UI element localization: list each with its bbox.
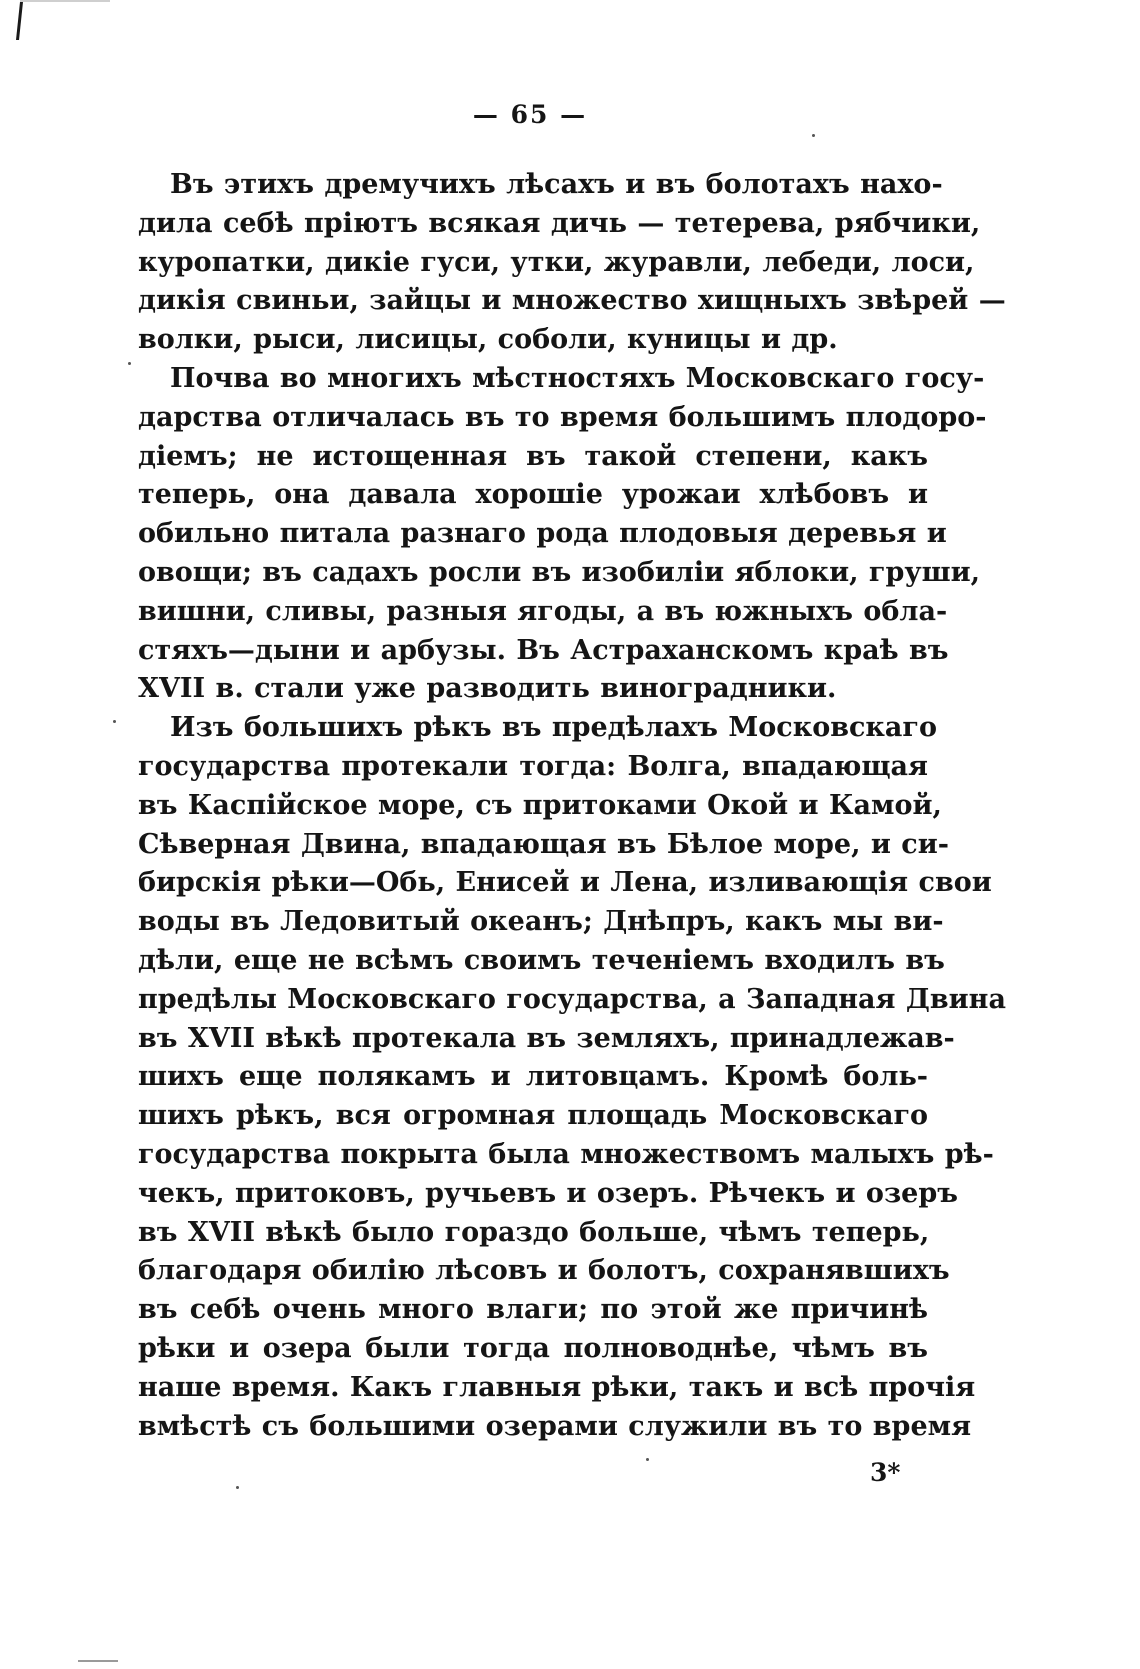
text-line: благодаря обилію лѣсовъ и болотъ, сохранявшихъ xyxy=(138,1255,950,1287)
text-line: стяхъ—дыни и арбузы. Въ Астраханскомъ краѣ въ xyxy=(138,634,949,666)
text-line: овощи; въ садахъ росли въ изобиліи яблоки, груши, xyxy=(138,556,981,588)
text-line: рѣки и озера были тогда полноводнѣе, чѣмъ въ xyxy=(138,1332,928,1364)
text-line: XVII в. стали уже разводить виноградники. xyxy=(138,673,837,705)
text-line: предѣлы Московскаго государства, а Западная Двина xyxy=(138,983,1006,1015)
scan-edge-mark xyxy=(78,1660,118,1662)
signature-mark: 3* xyxy=(870,1458,901,1487)
text-line: діемъ; не истощенная въ такой степени, какъ xyxy=(138,440,928,472)
scan-edge-mark xyxy=(20,0,110,2)
text-line: въ себѣ очень много влаги; по этой же причинѣ xyxy=(138,1294,928,1326)
text-line: воды въ Ледовитый океанъ; Днѣпръ, какъ мы ви- xyxy=(138,906,944,938)
text-line: теперь, она давала хорошіе урожаи хлѣбовъ и xyxy=(138,479,928,511)
text-line: волки, рыси, лисицы, соболи, куницы и др. xyxy=(138,324,838,356)
body-text xyxy=(138,166,1006,1446)
text-line: государства протекали тогда: Волга, впадающая xyxy=(138,750,928,782)
text-line: наше время. Какъ главныя рѣки, такъ и всѣ прочія xyxy=(138,1371,976,1403)
text-line: Сѣверная Двина, впадающая въ Бѣлое море, и си- xyxy=(138,828,949,860)
text-line: чекъ, притоковъ, ручьевъ и озеръ. Рѣчекъ и озеръ xyxy=(138,1177,958,1209)
text-line: бирскія рѣки—Обь, Енисей и Лена, изливающія свои xyxy=(138,867,992,899)
scan-corner-mark xyxy=(16,2,23,40)
text-line: вмѣстѣ съ большими озерами служили въ то время xyxy=(138,1410,972,1442)
text-line: Почва во многихъ мѣстностяхъ Московскаго госу- xyxy=(170,362,985,394)
text-line: куропатки, дикіе гуси, утки, журавли, лебеди, лоси, xyxy=(138,246,975,278)
paragraph xyxy=(138,166,1006,360)
print-speck xyxy=(128,362,131,365)
text-line: государства покрыта была множествомъ малыхъ рѣ- xyxy=(138,1138,994,1170)
print-speck xyxy=(646,1458,649,1461)
print-speck xyxy=(113,720,116,723)
text-line: въ XVII вѣкѣ было гораздо больше, чѣмъ теперь, xyxy=(138,1216,930,1248)
text-line: дарства отличалась въ то время большимъ плодоро- xyxy=(138,401,987,433)
text-line: дила себѣ пріютъ всякая дичь — тетерева, рябчики, xyxy=(138,207,981,239)
text-line: обильно питала разнаго рода плодовыя деревья и xyxy=(138,518,947,550)
paragraph xyxy=(138,360,987,709)
text-line: вишни, сливы, разныя ягоды, а въ южныхъ обла- xyxy=(138,595,948,627)
text-line: Изъ большихъ рѣкъ въ предѣлахъ Московскаго xyxy=(170,712,937,744)
page-number: — 65 — xyxy=(472,100,588,129)
paragraph xyxy=(138,709,1006,1446)
text-line: шихъ еще полякамъ и литовцамъ. Кромѣ боль- xyxy=(138,1061,928,1093)
text-line: шихъ рѣкъ, вся огромная площадь Московскаго xyxy=(138,1100,928,1132)
text-line: дикія свиньи, зайцы и множество хищныхъ звѣрей — xyxy=(138,285,1006,317)
text-line: въ XVII вѣкѣ протекала въ земляхъ, принадлежав- xyxy=(138,1022,955,1054)
text-line: въ Каспійское море, съ притоками Окой и Камой, xyxy=(138,789,942,821)
text-line: дѣли, еще не всѣмъ своимъ теченіемъ входилъ въ xyxy=(138,944,945,976)
text-line: Въ этихъ дремучихъ лѣсахъ и въ болотахъ нахо- xyxy=(170,169,943,200)
print-speck xyxy=(236,1486,239,1489)
print-speck xyxy=(812,134,815,137)
